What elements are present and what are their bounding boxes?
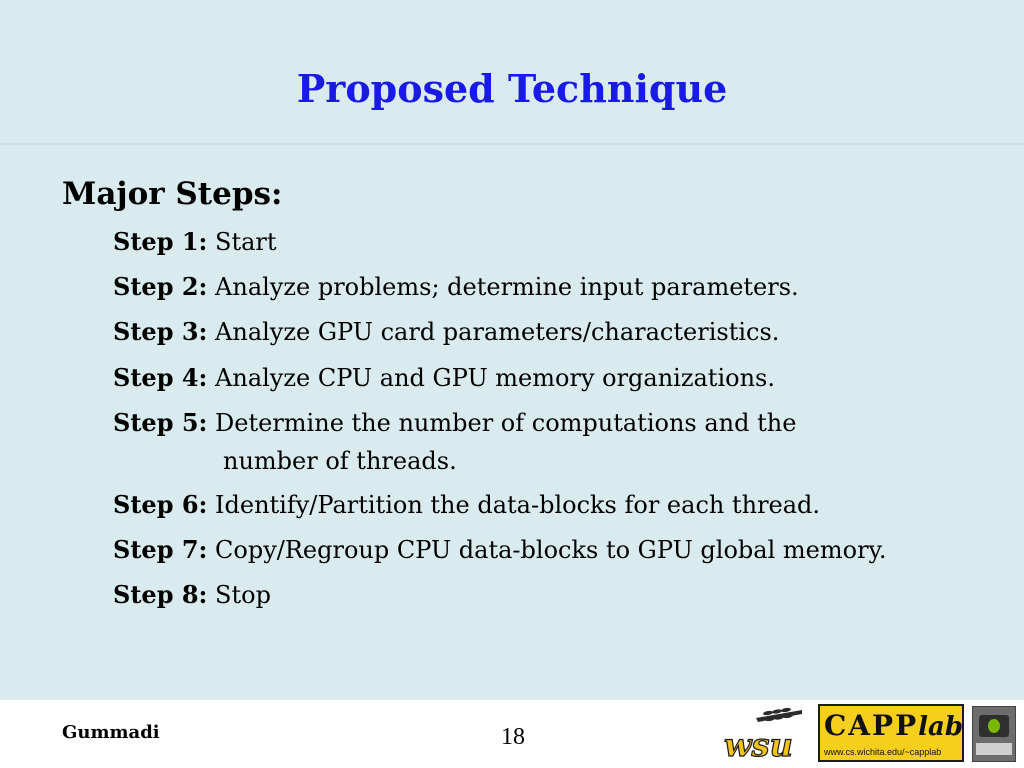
step-label: Step 7: (113, 535, 208, 564)
step-label: Step 3: (113, 317, 208, 346)
nvidia-caption (976, 743, 1012, 755)
capp-main-text: CAPP (824, 709, 919, 742)
step-text: Analyze GPU card parameters/characteristics. (215, 318, 780, 346)
capp-lab-text: lab (918, 712, 964, 742)
wsu-logo (722, 706, 808, 762)
slide-footer (0, 700, 1024, 768)
step-text: Analyze problems; determine input parameters. (215, 273, 799, 301)
step-text: Copy/Regroup CPU data-blocks to GPU global memory. (215, 536, 887, 564)
wsu-logo-text: wsu (724, 726, 793, 762)
step-label: Step 5: (113, 408, 208, 437)
step-text: Start (215, 228, 277, 256)
step-4 (113, 360, 775, 396)
step-label: Step 8: (113, 580, 208, 609)
capp-logo-text (824, 709, 963, 744)
step-label: Step 4: (113, 363, 208, 392)
step-1 (113, 224, 277, 260)
step-2 (113, 269, 799, 305)
step-text: Determine the number of computations and the (215, 409, 797, 437)
step-label: Step 2: (113, 272, 208, 301)
slide-title: Proposed Technique (296, 66, 728, 111)
step-label: Step 1: (113, 227, 208, 256)
capp-url-text: www.cs.wichita.edu/~capplab (824, 747, 942, 757)
step-7 (113, 532, 887, 568)
step-8 (113, 577, 271, 613)
step-text: Stop (215, 581, 271, 609)
step-text: Analyze CPU and GPU memory organizations. (215, 364, 775, 392)
step-5 (113, 405, 796, 441)
title-band (0, 0, 1024, 145)
major-steps-heading: Major Steps: (62, 176, 283, 212)
step-5-continuation: number of threads. (223, 447, 457, 475)
step-6 (113, 487, 820, 523)
capp-lab-logo (818, 704, 964, 762)
footer-author: Gummadi (62, 722, 160, 743)
step-text: Identify/Partition the data-blocks for each thread. (215, 491, 821, 519)
nvidia-badge (979, 715, 1009, 737)
page-number: 18 (501, 724, 525, 750)
nvidia-eye-icon (988, 719, 1000, 733)
step-label: Step 6: (113, 490, 208, 519)
step-3 (113, 314, 779, 350)
nvidia-logo (972, 706, 1016, 762)
